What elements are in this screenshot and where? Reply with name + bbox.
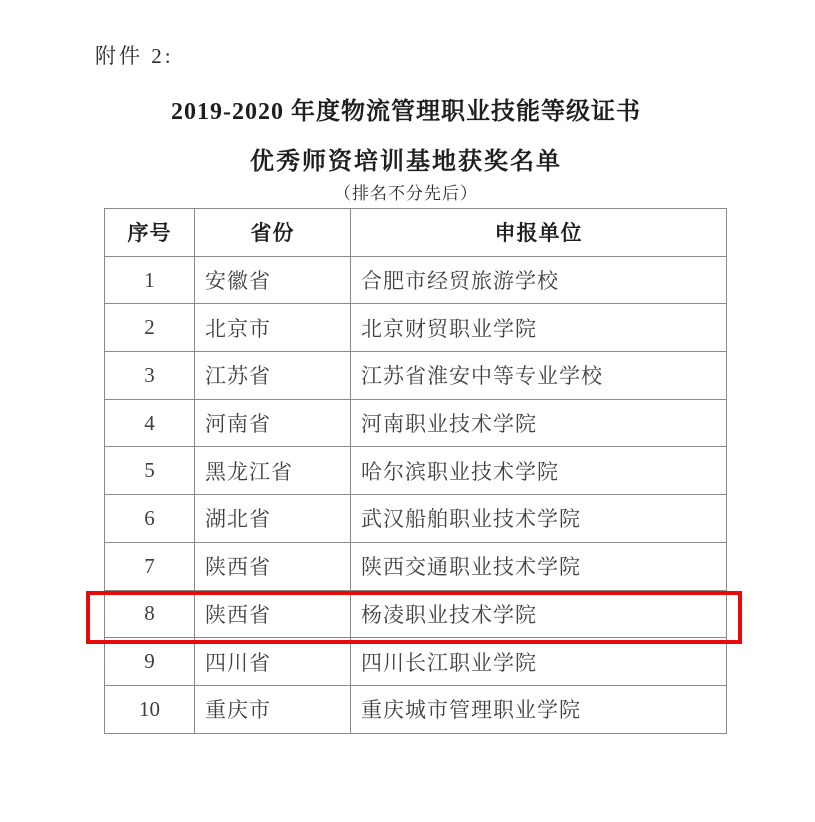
- cell-unit: 哈尔滨职业技术学院: [351, 447, 727, 495]
- document-title-line1: 2019-2020 年度物流管理职业技能等级证书: [171, 99, 641, 125]
- cell-province: 黑龙江省: [195, 447, 351, 495]
- document-title-line2: 优秀师资培训基地获奖名单: [250, 149, 562, 175]
- cell-index: 5: [105, 447, 195, 495]
- cell-province: 重庆市: [195, 685, 351, 733]
- cell-province: 湖北省: [195, 495, 351, 543]
- cell-unit: 河南职业技术学院: [351, 399, 727, 447]
- cell-index: 6: [105, 495, 195, 543]
- table-row: [105, 304, 727, 352]
- cell-index: 10: [105, 685, 195, 733]
- cell-unit: 武汉船舶职业技术学院: [351, 495, 727, 543]
- table-header-row: [105, 209, 727, 257]
- cell-index: 3: [105, 352, 195, 400]
- cell-index: 1: [105, 256, 195, 304]
- table-row: [105, 685, 727, 733]
- cell-index: 8: [105, 590, 195, 638]
- cell-province: 江苏省: [195, 352, 351, 400]
- cell-province: 陕西省: [195, 542, 351, 590]
- cell-unit: 杨凌职业技术学院: [351, 590, 727, 638]
- cell-unit: 北京财贸职业学院: [351, 304, 727, 352]
- table-row: [105, 542, 727, 590]
- cell-index: 2: [105, 304, 195, 352]
- cell-province: 四川省: [195, 638, 351, 686]
- header-cell-province: 省份: [195, 209, 351, 257]
- cell-province: 北京市: [195, 304, 351, 352]
- cell-province: 安徽省: [195, 256, 351, 304]
- cell-unit: 江苏省淮安中等专业学校: [351, 352, 727, 400]
- table-row: [105, 399, 727, 447]
- cell-province: 河南省: [195, 399, 351, 447]
- cell-index: 4: [105, 399, 195, 447]
- award-table: [104, 208, 727, 734]
- cell-unit: 重庆城市管理职业学院: [351, 685, 727, 733]
- cell-unit: 四川长江职业学院: [351, 638, 727, 686]
- table-row: [105, 495, 727, 543]
- table-row: [105, 447, 727, 495]
- document-subtitle: （排名不分先后）: [334, 184, 478, 203]
- table-row: [105, 638, 727, 686]
- header-cell-unit: 申报单位: [351, 209, 727, 257]
- table-row: [105, 352, 727, 400]
- attachment-label: 附件 2:: [95, 44, 174, 68]
- table-row: [105, 256, 727, 304]
- cell-index: 7: [105, 542, 195, 590]
- cell-unit: 合肥市经贸旅游学校: [351, 256, 727, 304]
- header-cell-index: 序号: [105, 209, 195, 257]
- cell-index: 9: [105, 638, 195, 686]
- cell-unit: 陕西交通职业技术学院: [351, 542, 727, 590]
- cell-province: 陕西省: [195, 590, 351, 638]
- award-table-body: [105, 256, 727, 733]
- table-row: [105, 590, 727, 638]
